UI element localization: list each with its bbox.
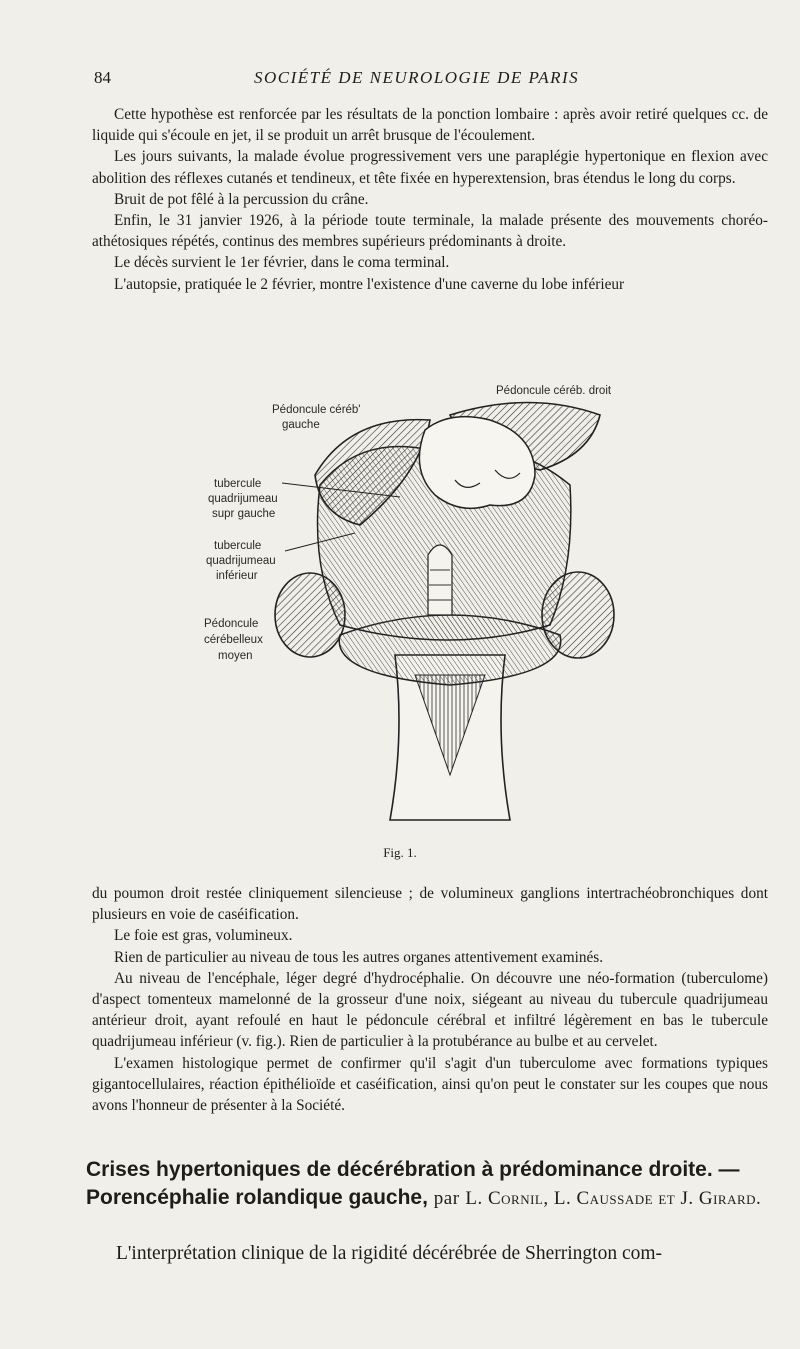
label-pedoncule-moyen-2: cérébelleux (204, 634, 263, 646)
text-block-lower (92, 883, 768, 1116)
paragraph: Cette hypothèse est renforcée par les résultats de la ponction lombaire : après avoir retiré quelques cc. de liquide qui s'écoule en jet, il se produit un arrêt brusque de l'écoulement. (92, 106, 768, 145)
paragraph: du poumon droit restée cliniquement silencieuse ; de volumineux ganglions intertrachéobronchiques dont plusieurs en voie de caséification. (92, 885, 768, 924)
label-tubercule-sup-1: tubercule (214, 478, 262, 490)
section-title-text: Crises hypertoniques de décérébration à prédominance droite. — Porencéphalie rolandique gauche, (86, 1158, 740, 1209)
figure-caption: Fig. 1. (383, 845, 417, 860)
authors-prefix: par (433, 1188, 460, 1209)
section-authors: L. Cornil, L. Caussade et J. Girard. (465, 1188, 762, 1209)
label-pedoncule-moyen-3: moyen (218, 650, 253, 662)
page-header (94, 68, 774, 92)
label-tubercule-sup-3: supr gauche (212, 508, 276, 520)
paragraph: Les jours suivants, la malade évolue progressivement vers une paraplégie hypertonique en flexion avec abolition des réflexes cutanés et tendineux, et tête fixée en hyperextension, bras étendus le long du corps. (92, 148, 768, 187)
label-tubercule-inf-3: inférieur (216, 570, 258, 582)
label-pedoncule-moyen-1: Pédoncule (204, 618, 259, 630)
label-tubercule-sup-2: quadrijumeau (208, 493, 278, 505)
paragraph: Rien de particulier au niveau de tous les autres organes attentivement examinés. (114, 948, 604, 966)
paragraph: Le foie est gras, volumineux. (114, 927, 293, 945)
paragraph: L'autopsie, pratiquée le 2 février, montre l'existence d'une caverne du lobe inférieur (114, 275, 625, 293)
brainstem-illustration (190, 375, 690, 845)
label-pedoncule-gauche-2: gauche (282, 419, 320, 431)
section-body-start: L'interprétation clinique de la rigidité décérébrée de Sherrington com- (116, 1243, 663, 1264)
section-heading (86, 1156, 776, 1213)
text-block-upper (92, 104, 768, 295)
running-title: SOCIÉTÉ DE NEUROLOGIE DE PARIS (254, 68, 580, 87)
anatomical-figure (190, 375, 690, 845)
paragraph: Enfin, le 31 janvier 1926, à la période toute terminale, la malade présente des mouvements choréo-athétosiques répétés, continus des membres supérieurs prédominants à droite. (92, 212, 768, 251)
label-pedoncule-gauche-1: Pédoncule céréb' (272, 404, 361, 416)
paragraph: L'examen histologique permet de confirmer qu'il s'agit d'un tuberculome avec formations typiques gigantocellulaires, réaction épithélioïde et caséification, ainsi qu'on peut le constater sur les coupes que nous avons l'honneur de présenter à la Société. (92, 1054, 768, 1115)
label-pedoncule-droit: Pédoncule céréb. droit (496, 385, 612, 397)
label-tubercule-inf-2: quadrijumeau (206, 555, 276, 567)
paragraph: Bruit de pot fêlé à la percussion du crâne. (114, 190, 369, 208)
paragraph: Au niveau de l'encéphale, léger degré d'hydrocéphalie. On découvre une néo-formation (tuberculome) d'aspect tomenteux mamelonné de la grosseur d'une noix, siégeant au niveau du tubercule quadrijumeau antérieur droit, ayant refoulé en haut le pédoncule cérébral et infiltré légèrement en bas le tubercule quadrijumeau inférieur (v. fig.). Rien de particulier à la protubérance au bulbe et au cervelet. (92, 969, 768, 1051)
label-tubercule-inf-1: tubercule (214, 540, 262, 552)
paragraph: Le décès survient le 1er février, dans le coma terminal. (114, 254, 450, 272)
page-number: 84 (94, 68, 111, 87)
